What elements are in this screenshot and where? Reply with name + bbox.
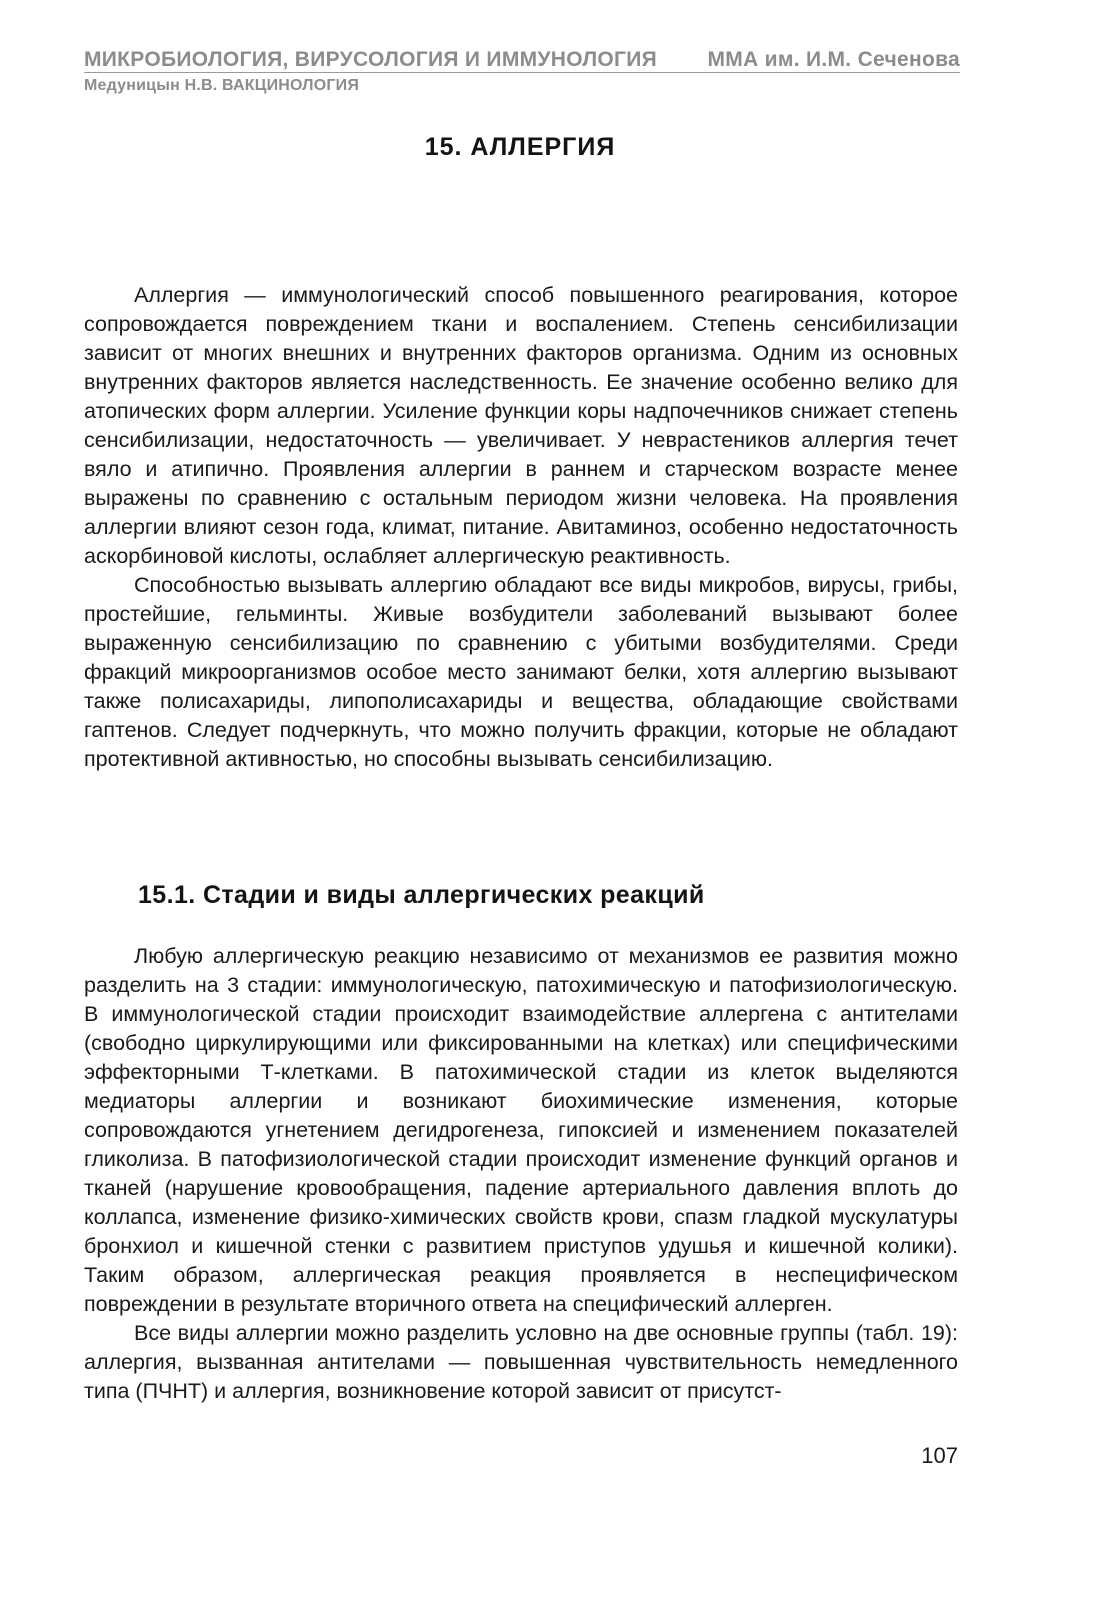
paragraph: Любую аллергическую реакцию независимо от механизмов ее развития можно разделить на 3 стадии: иммунологическую, патохимическую и патофизиологическую. В иммунологической стадии происходит взаимодействие аллергена с антителами (свободно циркулирующими или фиксированными на клетках) или специфическими эффекторными Т-клетками. В патохимической стадии из клеток выделяются медиаторы аллергии и возникают биохимические изменения, которые сопровождаются угнетением дегидрогенеза, гипоксией и изменением показателей гликолиза. В патофизиологической стадии происходит изменение функций органов и тканей (нарушение кровообращения, падение артериального давления вплоть до коллапса, изменение физико-химических свойств крови, спазм гладкой мускулатуры бронхиол и кишечной стенки с развитием приступов удушья и кишечной колики). Таким образом, аллергическая реакция проявляется в неспецифическом повреждении в результате вторичного ответа на специфический аллерген. [84, 944, 958, 1316]
section-body [84, 942, 958, 1406]
book-author-title: Медуницын Н.В. ВАКЦИНОЛОГИЯ [84, 77, 360, 94]
paragraph: Все виды аллергии можно разделить условно на две основные группы (табл. 19): аллергия, вызванная антителами — повышенная чувствительность немедленного типа (ПЧНТ) и аллергия, возникновение которой зависит от присутст- [84, 1321, 958, 1403]
paragraph: Аллергия — иммунологический способ повышенного реагирования, которое сопровождается повреждением ткани и воспалением. Степень сенсибилизации зависит от многих внешних и внутренних факторов организма. Одним из основных внутренних факторов является наследственность. Ее значение особенно велико для атопических форм аллергии. Усиление функции коры надпочечников снижает степень сенсибилизации, недостаточность — увеличивает. У неврастеников аллергия течет вяло и атипично. Проявления аллергии в раннем и старческом возрасте менее выражены по сравнению с остальным периодом жизни человека. На проявления аллергии влияют сезон года, климат, питание. Авитаминоз, особенно недостаточность аскорбиновой кислоты, ослабляет аллергическую реактивность. [84, 283, 958, 568]
journal-title: МИКРОБИОЛОГИЯ, ВИРУСОЛОГИЯ И ИММУНОЛОГИЯ [84, 48, 658, 71]
running-head [84, 46, 960, 73]
institution-name: ММА им. И.М. Сеченова [707, 48, 960, 71]
chapter-title: 15. АЛЛЕРГИЯ [424, 133, 616, 161]
section-title: 15.1. Стадии и виды аллергических реакций [138, 881, 705, 909]
paragraph: Способностью вызывать аллергию обладают все виды микробов, вирусы, грибы, простейшие, гельминты. Живые возбудители заболеваний вызывают более выраженную сенсибилизацию по сравнению с убитыми возбудителями. Среди фракций микроорганизмов особое место занимают белки, хотя аллергию вызывают также полисахариды, липополисахариды и вещества, обладающие свойствами гаптенов. Следует подчеркнуть, что можно получить фракции, которые не обладают протективной активностью, но способны вызывать сенсибилизацию. [84, 573, 958, 771]
page-number: 107 [921, 1443, 958, 1468]
chapter-body [84, 281, 958, 774]
